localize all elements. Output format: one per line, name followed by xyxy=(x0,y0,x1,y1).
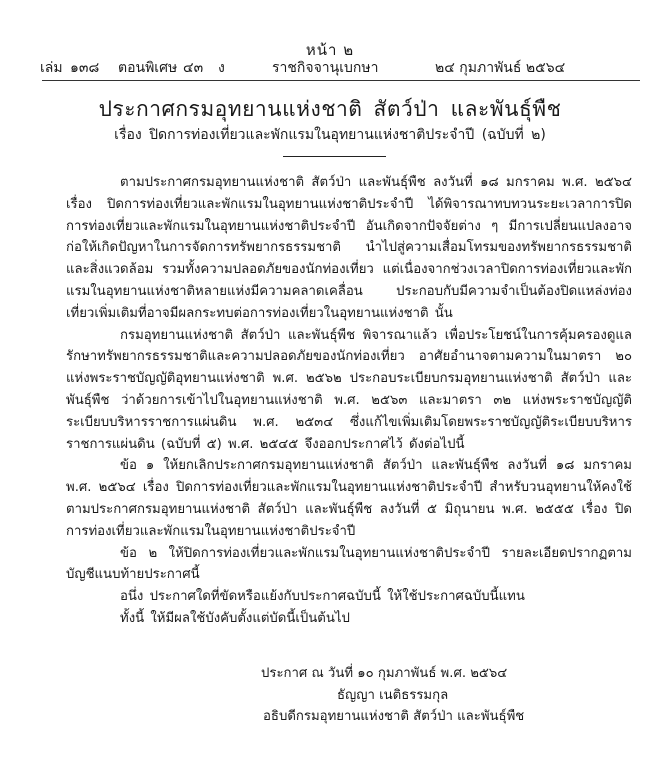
document-body xyxy=(66,172,632,630)
signature-block xyxy=(261,663,641,728)
paragraph-authority: กรมอุทยานแห่งชาติ สัตว์ป่า และพันธุ์พืช พิจารณาแล้ว เพื่อประโยชน์ในการคุ้มครองดูแลรักษาทรัพยากรธรรมชาติและความปลอดภัยของนักท่องเที่ยว อาศัยอำนาจตามความในมาตรา ๒๐ แห่งพระราชบัญญัติอุทยานแห่งชาติ พ.ศ. ๒๕๖๒ ประกอบระเบียบกรมอุทยานแห่งชาติ สัตว์ป่า และพันธุ์พืช ว่าด้วยการเข้าไปในอุทยานแห่งชาติ พ.ศ. ๒๕๖๓ และมาตรา ๓๒ แห่งพระราชบัญญัติระเบียบบริหารราชการแผ่นดิน พ.ศ. ๒๕๓๔ ซึ่งแก้ไขเพิ่มเติมโดยพระราชบัญญัติระเบียบบริหารราชการแผ่นดิน (ฉบับที่ ๕) พ.ศ. ๒๕๔๕ จึงออกประกาศไว้ ดังต่อไปนี้ xyxy=(66,327,632,452)
gazette-name: ราชกิจจานุเบกษา xyxy=(272,60,379,76)
paragraph-effective: ทั้งนี้ ให้มีผลใช้บังคับตั้งแต่บัดนี้เป็นต้นไป xyxy=(120,610,350,626)
issue-number: ๔๓ xyxy=(183,60,204,76)
publication-date: ๒๔ กุมภาพันธ์ ๒๕๖๔ xyxy=(435,60,566,76)
header-divider xyxy=(42,80,640,81)
signatory-position: อธิบดีกรมอุทยานแห่งชาติ สัตว์ป่า และพันธุ์พืช xyxy=(263,709,525,724)
announcement-date: ประกาศ ณ วันที่ ๑๐ กุมภาพันธ์ พ.ศ. ๒๕๖๔ xyxy=(261,666,508,681)
paragraph-background: ตามประกาศกรมอุทยานแห่งชาติ สัตว์ป่า และพันธุ์พืช ลงวันที่ ๑๘ มกราคม พ.ศ. ๒๕๖๔ เรื่อง ปิดการท่องเที่ยวและพักแรมในอุทยานแห่งชาติประจำปี ได้พิจารณาทบทวนระยะเวลาการปิดการท่องเที่ยวและพักแรมในอุทยานแห่งชาติประจำปี อันเกิดจากปัจจัยต่าง ๆ มีการเปลี่ยนแปลงอาจก่อให้เกิดปัญหาในการจัดการทรัพยากรธรรมชาติ นำไปสู่ความเสื่อมโทรมของทรัพยากรธรรมชาติและสิ่งแวดล้อม รวมทั้งความปลอดภัยของนักท่องเที่ยว แต่เนื่องจากช่วงเวลาปิดการท่องเที่ยวและพักแรมในอุทยานแห่งชาติหลายแห่งมีความคลาดเคลื่อน ประกอบกับมีความจำเป็นต้องปิดแหล่งท่องเที่ยวเพิ่มเติมที่อาจมีผลกระทบต่อการท่องเที่ยวในอุทยานแห่งชาติ นั้น xyxy=(66,175,632,321)
gazette-header xyxy=(40,57,640,79)
issue-label: ตอนพิเศษ xyxy=(118,60,178,76)
volume-number: ๑๓๘ xyxy=(70,60,100,76)
volume-label: เล่ม xyxy=(40,60,63,76)
document-title: ประกาศกรมอุทยานแห่งชาติ สัตว์ป่า และพันธุ์พืช xyxy=(98,97,562,121)
title-divider xyxy=(283,156,386,157)
document-subtitle: เรื่อง ปิดการท่องเที่ยวและพักแรมในอุทยานแห่งชาติประจำปี (ฉบับที่ ๒) xyxy=(114,127,546,143)
paragraph-clause-1: ข้อ ๑ ให้ยกเลิกประกาศกรมอุทยานแห่งชาติ สัตว์ป่า และพันธุ์พืช ลงวันที่ ๑๘ มกราคม พ.ศ. ๒๕๖๔ เรื่อง ปิดการท่องเที่ยวและพักแรมในอุทยานแห่งชาติประจำปี สำหรับวนอุทยานให้คงใช้ตามประกาศกรมอุทยานแห่งชาติ สัตว์ป่า และพันธุ์พืช ลงวันที่ ๕ มิถุนายน พ.ศ. ๒๕๕๕ เรื่อง ปิดการท่องเที่ยวและพักแรมในอุทยานแห่งชาติประจำปี xyxy=(66,458,632,539)
page-number: หน้า ๒ xyxy=(305,41,355,59)
paragraph-supersede: อนึ่ง ประกาศใดที่ขัดหรือแย้งกับประกาศฉบับนี้ ให้ใช้ประกาศฉบับนี้แทน xyxy=(120,589,525,605)
issue-letter: ง xyxy=(218,60,225,76)
paragraph-clause-2: ข้อ ๒ ให้ปิดการท่องเที่ยวและพักแรมในอุทยานแห่งชาติประจำปี รายละเอียดปรากฏตามบัญชีแนบท้ายประกาศนี้ xyxy=(66,545,632,583)
signatory-name: ธัญญา เนติธรรมกุล xyxy=(337,687,449,703)
